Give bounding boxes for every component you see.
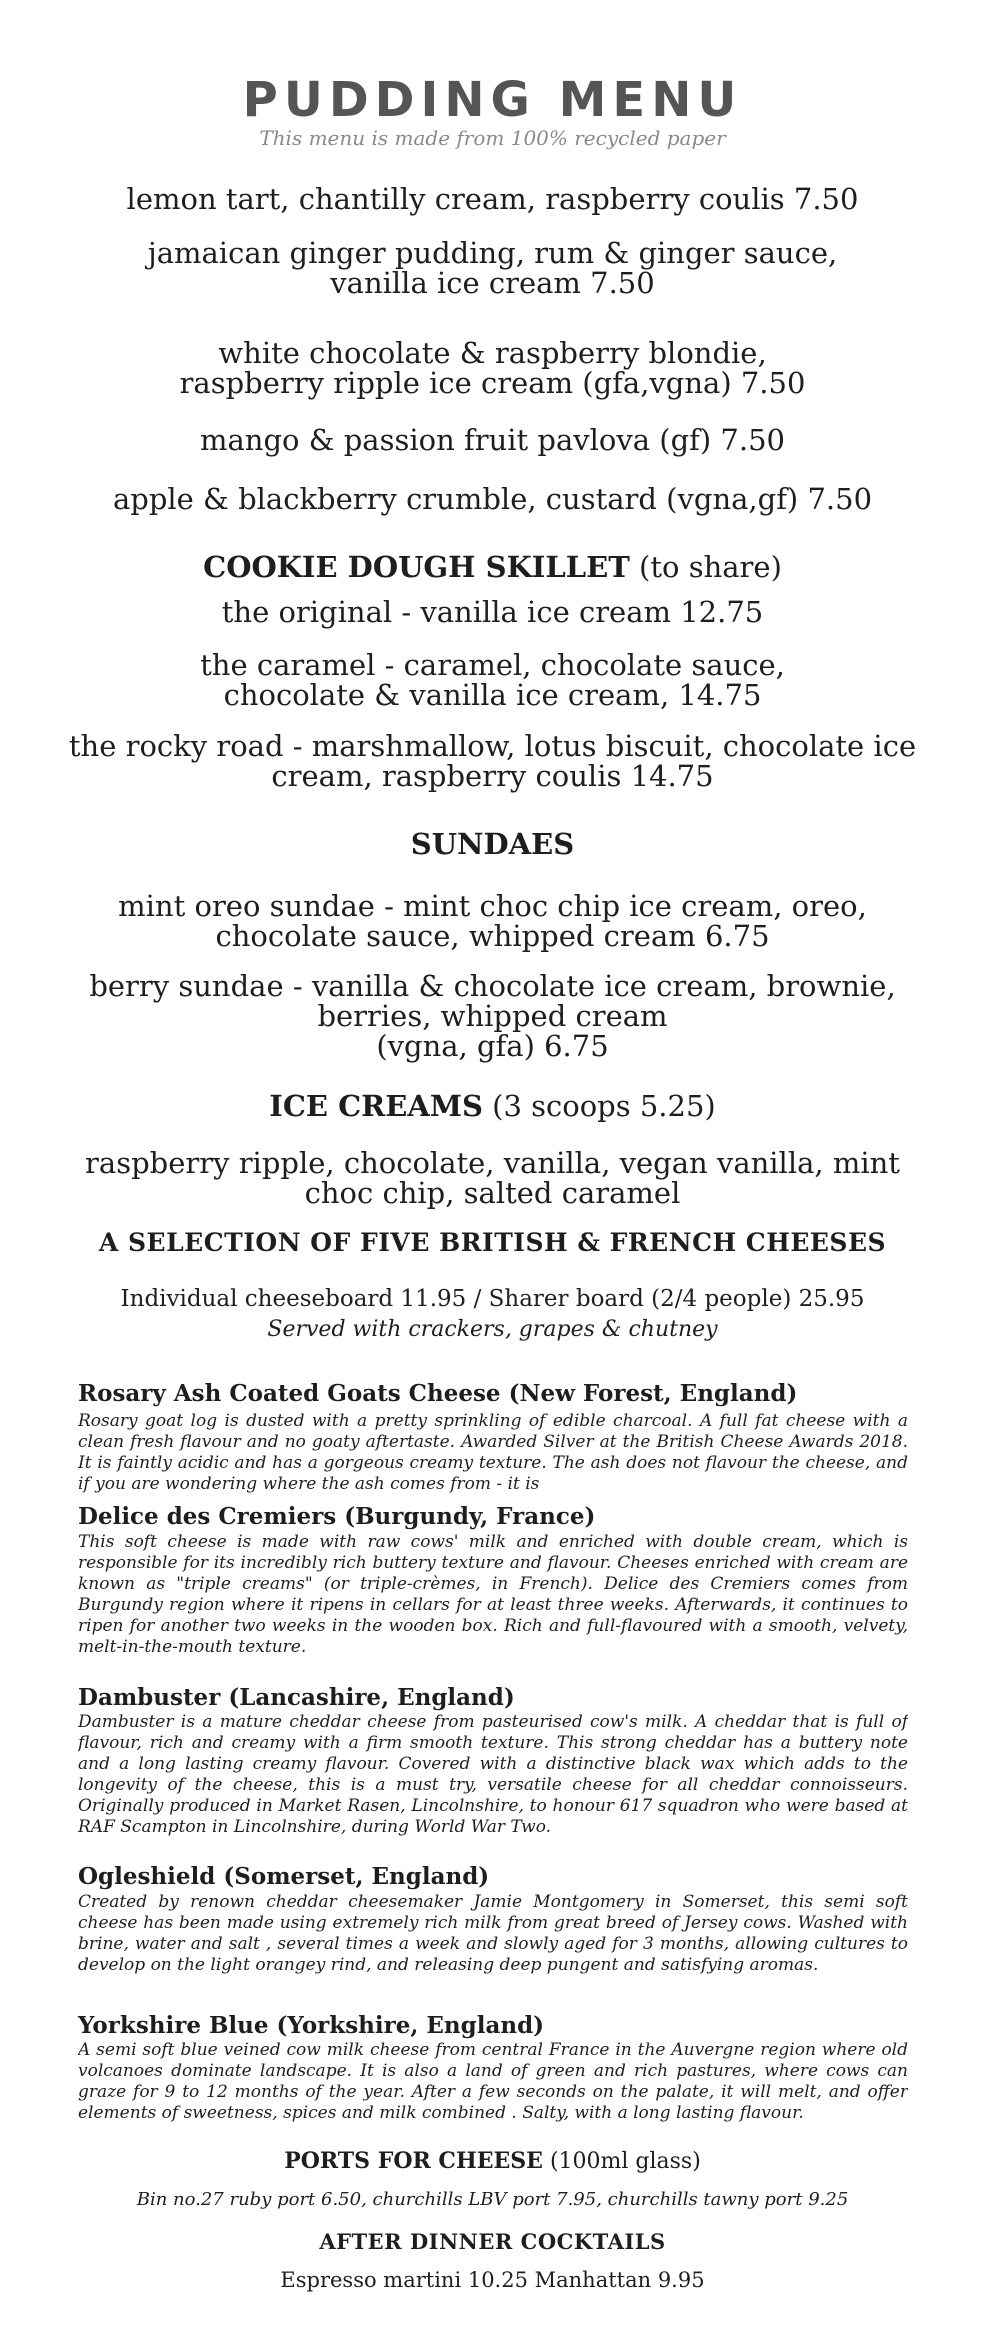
cookie-item-caramel <box>30 650 955 710</box>
text-line: berries, whipped cream <box>317 999 668 1033</box>
ice-cream-flavours <box>30 1148 955 1208</box>
text-line: the caramel - caramel, chocolate sauce, <box>200 648 785 682</box>
ports-list: Bin no.27 ruby port 6.50, churchills LBV port 7.95, churchills tawny port 9.25 <box>136 2189 849 2210</box>
section-heading-ice-creams <box>30 1090 955 1122</box>
pudding-item-crumble: apple & blackberry crumble, custard (vgna,gf) 7.50 <box>112 482 873 516</box>
sundae-item-berry <box>30 971 955 1061</box>
cheese-desc-ogleshield: Created by renown cheddar cheesemaker Jamie Montgomery in Somerset, this semi soft cheese has been made using extremely rich milk from great breed of Jersey cows. Washed with brine, water and salt , several times a week and slowly aged for 3 months, allowing cultures to develop on the light orangey rind, and releasing deep pungent and satisfying aromas. <box>78 1892 908 1975</box>
cookie-item-original: the original - vanilla ice cream 12.75 <box>221 595 764 629</box>
text-line: cream, raspberry coulis 14.75 <box>271 759 714 793</box>
cheese-desc-yorkshire-blue: A semi soft blue veined cow milk cheese from central France in the Auvergne region where old volcanoes dominate landscape. It is also a land of green and rich pastures, where cows can graze for 9 to 12 months of the year. After a few seconds on the palate, it will melt, and offer elements of sweetness, spices and milk combined . Salty, with a long lasting flavour. <box>78 2040 908 2123</box>
cookie-item-rocky-road <box>30 731 955 791</box>
pudding-item-ginger-pudding <box>30 238 955 298</box>
section-heading-sundaes <box>30 828 955 860</box>
cheeseboard-prices: Individual cheeseboard 11.95 / Sharer board (2/4 people) 25.95 <box>120 1286 865 1312</box>
cheese-name-dambuster: Dambuster (Lancashire, England) <box>78 1684 515 1711</box>
text-line: the rocky road - marshmallow, lotus biscuit, chocolate ice <box>68 729 917 763</box>
text-line: jamaican ginger pudding, rum & ginger sauce, <box>147 236 838 270</box>
pudding-item-lemon-tart: lemon tart, chantilly cream, raspberry coulis 7.50 <box>126 182 859 216</box>
section-heading-cheeses: A SELECTION OF FIVE BRITISH & FRENCH CHEESES <box>98 1228 887 1257</box>
cocktails-list: Espresso martini 10.25 Manhattan 9.95 <box>280 2268 705 2292</box>
cheeseboard-served-with: Served with crackers, grapes & chutney <box>267 1317 718 1342</box>
ports-heading-text: PORTS FOR CHEESE <box>284 2148 543 2174</box>
cheese-name-ogleshield: Ogleshield (Somerset, England) <box>78 1863 490 1890</box>
cheese-desc-delice: This soft cheese is made with raw cows' milk and enriched with double cream, which is responsible for its incredibly rich buttery texture and flavour. Cheeses enriched with cream are known as "triple creams" (or triple-crèmes, in French). Delice des Cremiers comes from Burgundy region where it ripens in cellars for at least three weeks. Afterwards, it continues to ripen for another two weeks in the wooden box. Rich and full-flavoured with a smooth, velvety, melt-in-the-mouth texture. <box>78 1532 908 1657</box>
cookie-heading-text: COOKIE DOUGH SKILLET <box>203 550 630 584</box>
section-heading-cookie <box>30 551 955 583</box>
text-line: chocolate & vanilla ice cream, 14.75 <box>223 678 762 712</box>
text-line: white chocolate & raspberry blondie, <box>218 336 767 370</box>
ice-creams-heading-text: ICE CREAMS <box>269 1089 483 1123</box>
cheese-desc-dambuster: Dambuster is a mature cheddar cheese from pasteurised cow's milk. A cheddar that is full of flavour, rich and creamy with a firm smooth texture. This strong cheddar has a buttery note and a long lasting creamy flavour. Covered with a distinctive black wax which adds to the longevity of the cheese, this is a must try, versatile cheese for all cheddar connoisseurs. Originally produced in Market Rasen, Lincolnshire, to honour 617 squadron who were based at RAF Scampton in Lincolnshire, during World War Two. <box>78 1712 908 1837</box>
cheese-desc-rosary-ash: Rosary goat log is dusted with a pretty sprinkling of edible charcoal. A full fat cheese with a clean fresh flavour and no goaty aftertaste. Awarded Silver at the British Cheese Awards 2018. It is faintly acidic and has a gorgeous creamy texture. The ash does not flavour the cheese, and if you are wondering where the ash comes from - it is <box>78 1411 908 1494</box>
section-heading-ports <box>30 2148 955 2174</box>
sundaes-heading-text: SUNDAES <box>410 827 575 861</box>
pudding-item-pavlova: mango & passion fruit pavlova (gf) 7.50 <box>200 423 785 457</box>
cheese-name-yorkshire-blue: Yorkshire Blue (Yorkshire, England) <box>78 2012 545 2039</box>
text-line: raspberry ripple, chocolate, vanilla, vegan vanilla, mint <box>85 1146 900 1180</box>
text-line: choc chip, salted caramel <box>304 1176 681 1210</box>
text-line: berry sundae - vanilla & chocolate ice cream, brownie, <box>89 969 896 1003</box>
page-subtitle: This menu is made from 100% recycled paper <box>259 126 726 150</box>
text-line: vanilla ice cream 7.50 <box>330 266 655 300</box>
ports-heading-note: (100ml glass) <box>549 2149 701 2174</box>
cookie-heading-note: (to share) <box>639 550 782 584</box>
text-line: chocolate sauce, whipped cream 6.75 <box>215 919 770 953</box>
pudding-item-blondie <box>30 338 955 398</box>
sundae-item-mint-oreo <box>30 891 955 951</box>
ice-creams-heading-note: (3 scoops 5.25) <box>492 1089 716 1123</box>
page-title: PUDDING MENU <box>242 72 743 128</box>
cheese-name-rosary-ash: Rosary Ash Coated Goats Cheese (New Forest, England) <box>78 1380 798 1407</box>
text-line: (vgna, gfa) 6.75 <box>376 1029 609 1063</box>
text-line: raspberry ripple ice cream (gfa,vgna) 7.50 <box>179 366 806 400</box>
section-heading-cocktails: AFTER DINNER COCKTAILS <box>319 2229 666 2254</box>
text-line: mint oreo sundae - mint choc chip ice cream, oreo, <box>118 889 867 923</box>
cheese-name-delice: Delice des Cremiers (Burgundy, France) <box>78 1503 596 1530</box>
